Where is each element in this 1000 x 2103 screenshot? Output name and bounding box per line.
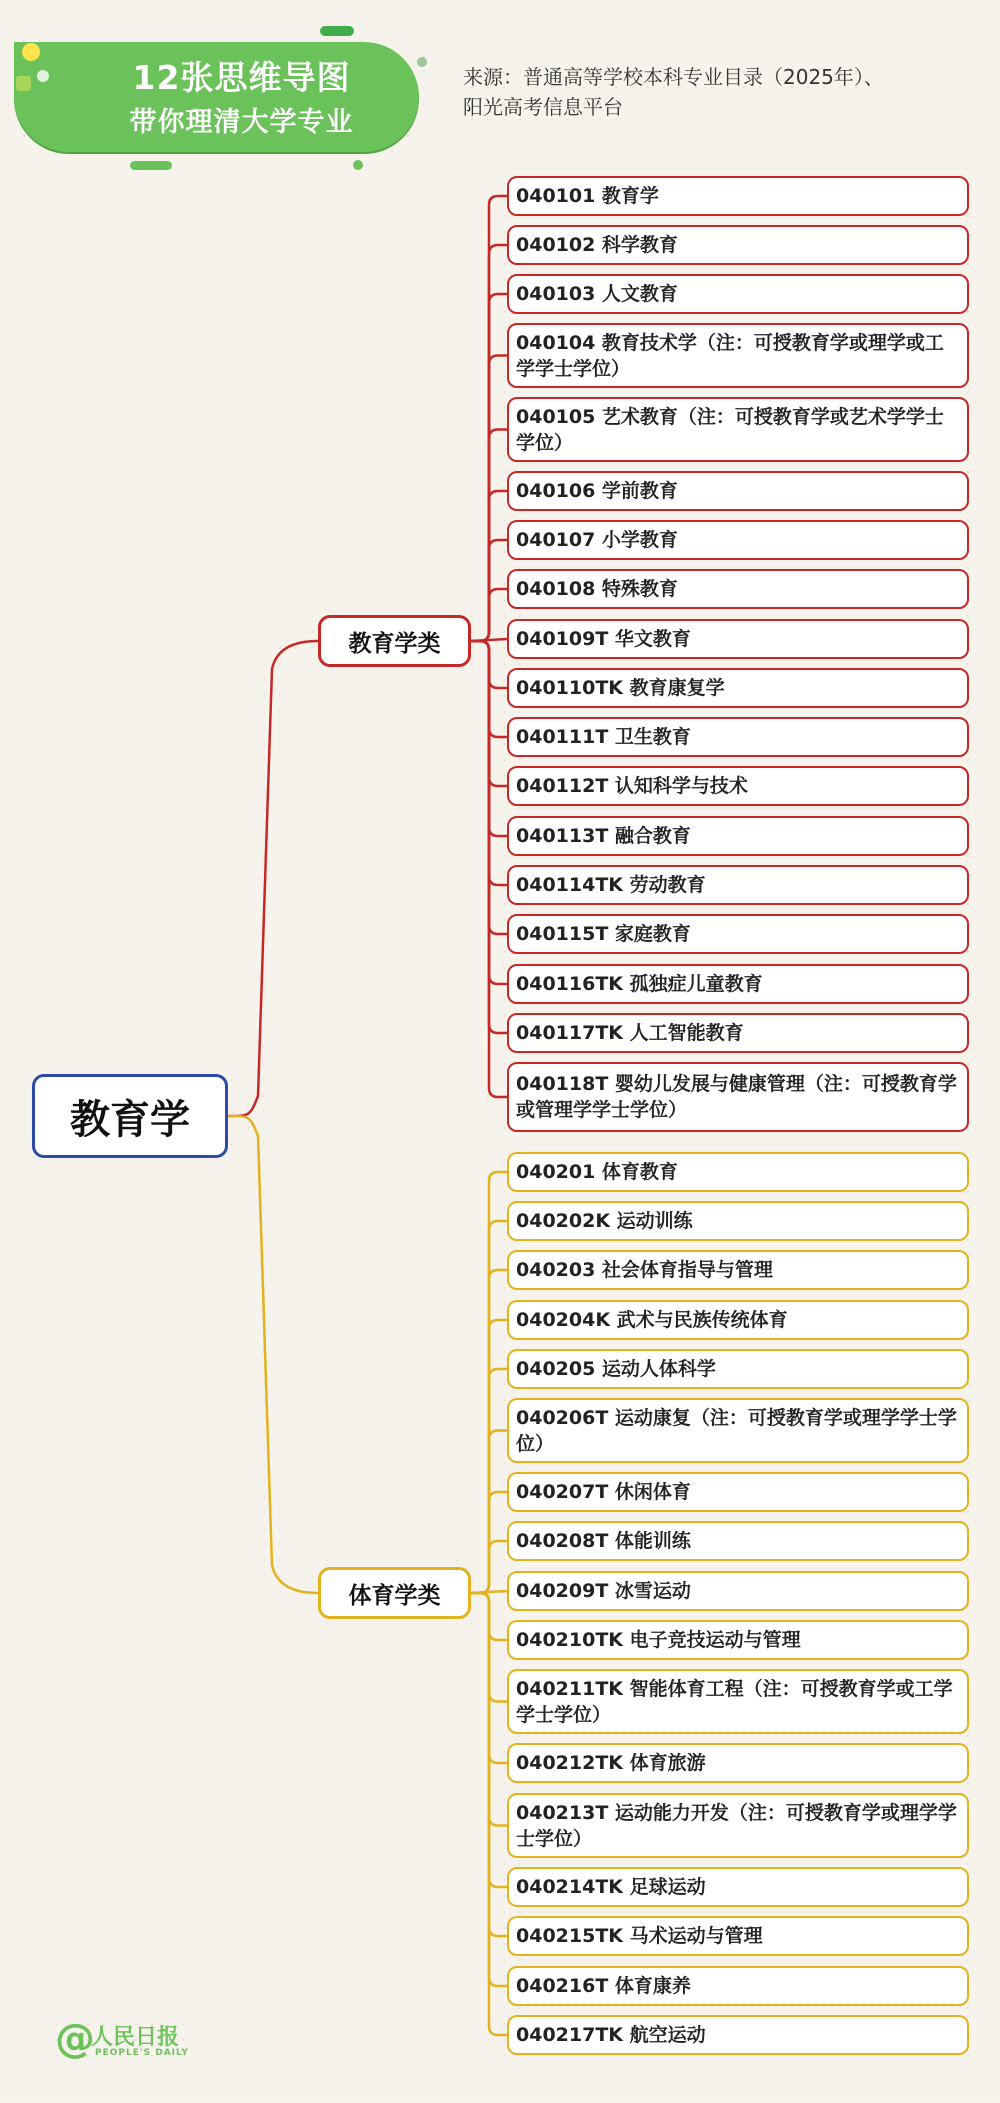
- major-item: [507, 2015, 969, 2055]
- major-item: [507, 1472, 969, 1512]
- logo-name: 人民日报: [91, 2025, 180, 2050]
- connector-line: [471, 589, 507, 641]
- major-item-label: 040216T 体育康养: [516, 1975, 691, 1997]
- category-node-education: 教育学类: [318, 615, 471, 667]
- logo-sub: PEOPLE'S DAILY: [95, 2048, 189, 2058]
- major-item: [507, 1398, 969, 1463]
- major-item-label: 040107 小学教育: [516, 529, 678, 551]
- major-item: [507, 274, 969, 314]
- major-item-label: 040101 教育学: [516, 185, 659, 207]
- major-item: [507, 914, 969, 954]
- major-item-label: 040201 体育教育: [516, 1161, 678, 1183]
- major-item: [507, 1300, 969, 1340]
- major-item: [507, 1152, 969, 1192]
- major-item-label: 040103 人文教育: [516, 283, 678, 305]
- major-item: [507, 323, 969, 388]
- major-item: [507, 1013, 969, 1053]
- major-item: [507, 520, 969, 560]
- major-item: [507, 766, 969, 806]
- major-item-label: 040203 社会体育指导与管理: [516, 1259, 773, 1281]
- major-item: [507, 1743, 969, 1783]
- major-item: [507, 397, 969, 462]
- major-item-label: 040214TK 足球运动: [516, 1876, 706, 1898]
- title-line-1: 12张思维导图: [132, 58, 351, 97]
- major-item-label: 040112T 认知科学与技术: [516, 775, 748, 797]
- major-item-label: 040217TK 航空运动: [516, 2024, 706, 2046]
- major-item: [507, 471, 969, 511]
- major-item-label: 040113T 融合教育: [516, 825, 691, 847]
- major-item-label: 040117TK 人工智能教育: [516, 1022, 744, 1044]
- major-item-label: 040204K 武术与民族传统体育: [516, 1309, 788, 1331]
- major-item: [507, 1669, 969, 1734]
- major-item-label: 040108 特殊教育: [516, 578, 678, 600]
- logo-at-icon: @: [55, 2016, 95, 2062]
- connector-line: [471, 1593, 507, 2035]
- peoples-daily-logo: [55, 2018, 205, 2063]
- source-line-1: 来源：普通高等学校本科专业目录（2025年）、: [463, 65, 884, 89]
- title-line-2: 带你理清大学专业: [129, 107, 354, 138]
- major-item-label: 040215TK 马术运动与管理: [516, 1925, 763, 1947]
- major-item: [507, 1966, 969, 2006]
- major-item-label: 040205 运动人体科学: [516, 1358, 716, 1380]
- major-item: [507, 176, 969, 216]
- major-item-label: 040118T 婴幼儿发展与健康管理（注：可授教育学或管理学学士学位）: [516, 1073, 957, 1121]
- major-item-label: 040213T 运动能力开发（注：可授教育学或理学学士学位）: [516, 1801, 957, 1850]
- major-item: [507, 1062, 969, 1132]
- major-item: [507, 1201, 969, 1241]
- major-item: [507, 225, 969, 265]
- major-item: [507, 1620, 969, 1660]
- root-node: 教育学: [32, 1074, 228, 1158]
- major-item-label: 040207T 休闲体育: [516, 1481, 691, 1503]
- major-item-label: 040116TK 孤独症儿童教育: [516, 973, 763, 995]
- major-item-label: 040211TK 智能体育工程（注：可授教育学或工学学士学位）: [516, 1677, 953, 1726]
- major-item: [507, 569, 969, 609]
- major-item-label: 040210TK 电子竞技运动与管理: [516, 1629, 801, 1651]
- major-item-label: 040109T 华文教育: [516, 628, 691, 650]
- major-item-label: 040212TK 体育旅游: [516, 1752, 706, 1774]
- major-item: [507, 1571, 969, 1611]
- major-item: [507, 816, 969, 856]
- connector-line: [471, 641, 507, 1097]
- major-item: [507, 619, 969, 659]
- major-item-label: 040202K 运动训练: [516, 1210, 693, 1232]
- source-line-2: 阳光高考信息平台: [463, 95, 623, 119]
- major-item: [507, 1521, 969, 1561]
- major-item-label: 040206T 运动康复（注：可授教育学或理学学士学位）: [516, 1406, 957, 1455]
- connector-line: [228, 641, 318, 1116]
- major-item: [507, 717, 969, 757]
- major-item-label: 040208T 体能训练: [516, 1530, 691, 1552]
- major-item: [507, 1916, 969, 1956]
- major-item: [507, 1349, 969, 1389]
- major-item-label: 040115T 家庭教育: [516, 923, 691, 945]
- major-item: [507, 964, 969, 1004]
- major-item-label: 040105 艺术教育（注：可授教育学或艺术学学士学位）: [516, 405, 944, 454]
- major-item: [507, 865, 969, 905]
- major-item-label: 040106 学前教育: [516, 480, 678, 502]
- major-item-label: 040111T 卫生教育: [516, 726, 691, 748]
- category-node-sports: 体育学类: [318, 1567, 471, 1619]
- major-item-label: 040102 科学教育: [516, 234, 678, 256]
- major-item: [507, 1250, 969, 1290]
- major-item: [507, 1793, 969, 1858]
- connector-line: [471, 1541, 507, 1593]
- major-item-label: 040209T 冰雪运动: [516, 1580, 691, 1602]
- connector-line: [228, 1116, 318, 1593]
- major-item-label: 040104 教育技术学（注：可授教育学或理学或工学学士学位）: [516, 331, 944, 380]
- major-item-label: 040110TK 教育康复学: [516, 677, 725, 699]
- major-item-label: 040114TK 劳动教育: [516, 874, 706, 896]
- major-item: [507, 668, 969, 708]
- major-item: [507, 1867, 969, 1907]
